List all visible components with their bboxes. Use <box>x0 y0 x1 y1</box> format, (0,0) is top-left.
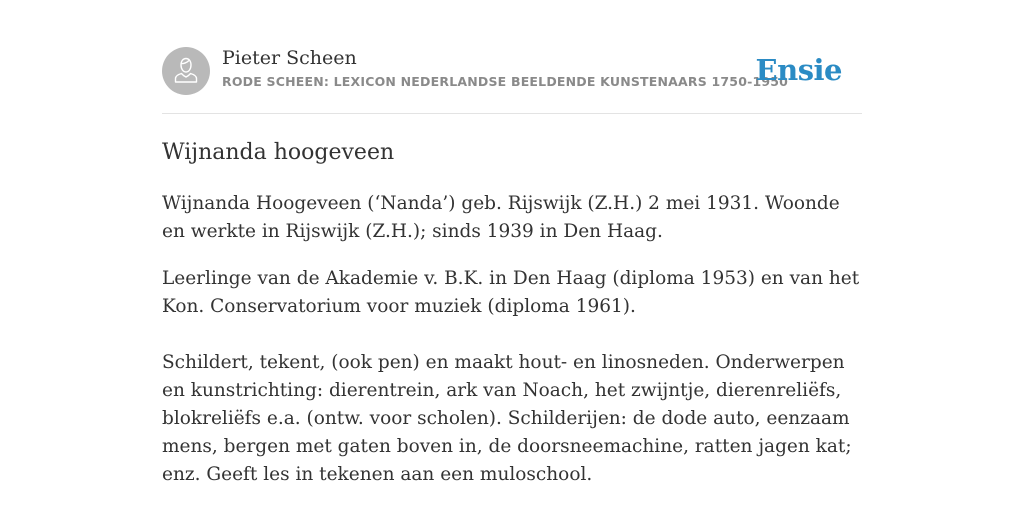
article-header <box>162 46 862 96</box>
article-title: Wijnanda hoogeveen <box>162 140 395 165</box>
article-paragraph: Wijnanda Hoogeveen (‘Nanda’) geb. Rijswijk (Z.H.) 2 mei 1931. Woonde en werkte in Rijswijk (Z.H.); sinds 1939 in Den Haag. <box>162 193 840 242</box>
header-divider <box>162 113 862 114</box>
article-paragraph: Leerlinge van de Akademie v. B.K. in Den Haag (diploma 1953) en van het Kon. Conservatorium voor muziek (diploma 1961). <box>162 268 860 317</box>
author-name[interactable]: Pieter Scheen <box>222 47 357 69</box>
avatar[interactable] <box>162 47 210 95</box>
source-title[interactable]: RODE SCHEEN: LEXICON NEDERLANDSE BEELDENDE KUNSTENAARS 1750-1950 <box>222 74 789 89</box>
article-paragraph: Schildert, tekent, (ook pen) en maakt hout- en linosneden. Onderwerpen en kunstrichting: dierentrein, ark van Noach, het zwijntje, dierenreliëfs, blokreliëfs e.a. (ontw. voor scholen). Schilderijen: de dode auto, eenzaam mens, bergen met gaten boven in, de doorsneemachine, ratten jagen kat; enz. Geeft les in tekenen aan een muloschool. <box>162 352 852 485</box>
user-icon <box>162 47 210 95</box>
ensie-logo[interactable]: Ensie <box>755 53 842 87</box>
